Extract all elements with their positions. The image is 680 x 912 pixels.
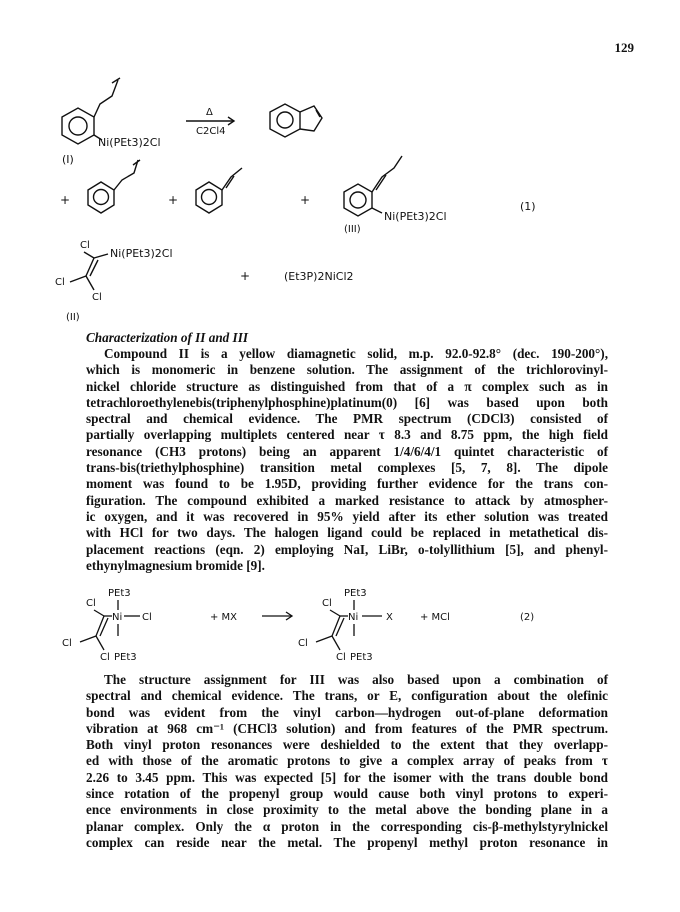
text-line: complex can reside near the metal. The propenyl methyl proton resonance in [86, 834, 608, 850]
text-line: ic oxygen, and it was recovered in 95% yield after its ether solution was treated [86, 508, 608, 524]
pet3-top-right: PEt3 [344, 588, 367, 599]
text-line: resonance (CH3 protons) being an apparent 1/4/6/4/1 quintet characteristic of [86, 443, 608, 459]
text-line: ence environments in close proximity to the metal above the bonding plane in a [86, 802, 608, 818]
text-line: trans-bis(triethylphosphine) transition metal complexes [5, 7, 8]. The dipole [86, 460, 608, 476]
indene-ring [270, 104, 300, 137]
reagent-c2cl4: C2Cl4 [196, 126, 226, 137]
byproduct-nicl2: (Et3P)2NiCl2 [284, 270, 354, 283]
text-line: partially overlapping multiplets centered near τ 8.3 and 8.75 ppm, the high field [86, 427, 608, 443]
text-line: The structure assignment for III was also based upon a combination of [104, 672, 608, 687]
pet3-bottom-left: PEt3 [114, 652, 137, 663]
label-II: (II) [66, 312, 80, 323]
cl-ni-left: Cl [142, 612, 152, 623]
text-line: spectral and chemical evidence. The PMR spectrum (CDCl3) consisted of [86, 411, 608, 427]
cl-mid-right: Cl [298, 638, 308, 649]
cl-bottom-right: Cl [336, 652, 346, 663]
plus-mcl: + MCl [420, 612, 450, 623]
text-line: 2.26 to 3.45 ppm. This was expected [5] for the isomer with the trans double bond [86, 769, 608, 785]
cl-left: Cl [55, 277, 65, 288]
page-number: 129 [614, 40, 634, 55]
allylbenzene-ring [88, 182, 114, 213]
ni-ligand-III: Ni(PEt3)2Cl [384, 210, 447, 223]
paragraph-2 [86, 672, 608, 851]
ni-ligand-I: Ni(PEt3)2Cl [98, 136, 161, 149]
text-line: spectral and chemical evidence. The trans, or E, configuration about the olefinic [86, 688, 608, 704]
ni-left: Ni [112, 612, 123, 623]
text-line: figuration. The compound exhibited a marked resistance to attack by atmospher- [86, 492, 608, 508]
plus-mx: + MX [210, 612, 238, 623]
section-heading: Characterization of II and III [86, 330, 248, 345]
plus-sign-3: + [300, 193, 311, 207]
reaction-scheme-1 [0, 0, 680, 330]
text-line: moment was found to be 1.95D, providing further evidence for the trans con- [86, 476, 608, 492]
text-line: ethynylmagnesium bromide [9]. [86, 557, 265, 573]
cl-bottom: Cl [92, 292, 102, 303]
text-line: vibration at 968 cm⁻¹ (CHCl3 solution) and from features of the PMR spectrum. [86, 720, 608, 736]
propenylbenzene-ring [196, 182, 222, 213]
cl-top: Cl [80, 240, 90, 251]
text-line: which is monomeric in benzene solution. The assignment of the trichlorovinyl- [86, 362, 608, 378]
text-line: tetrachloroethylenebis(triphenylphosphine)platinum(0) [6] was based upon both [86, 394, 608, 410]
pet3-bottom-right: PEt3 [350, 652, 373, 663]
x-ligand: X [386, 612, 393, 623]
benzene-ring-I [62, 108, 94, 144]
text-line: bond was evident from the vinyl carbon—hydrogen out-of-plane deformation [86, 704, 608, 720]
paragraph-1 [86, 346, 608, 574]
cl-top-left: Cl [86, 598, 96, 609]
label-III: (III) [344, 224, 361, 235]
text-line: nickel chloride structure as distinguished from that of a π complex such as in [86, 378, 608, 394]
benzene-ring-III [344, 184, 372, 216]
eq-number-2: (2) [520, 612, 535, 623]
text-line: since rotation of the propenyl group would cause both vinyl protons to experi- [86, 786, 608, 802]
eq-number-1: (1) [520, 200, 536, 213]
label-I: (I) [62, 153, 74, 166]
reaction-scheme-2 [0, 580, 680, 672]
ni-ligand-II: Ni(PEt3)2Cl [110, 247, 173, 260]
text-line: Compound II is a yellow diamagnetic solid, m.p. 92.0-92.8° (dec. 190-200°), [104, 346, 608, 361]
ni-right: Ni [348, 612, 359, 623]
text-line: planar complex. Only the α proton in the corresponding cis-β-methylstyrylnickel [86, 818, 608, 834]
text-line: ed with those of the aromatic protons to give a complex array of peaks from τ [86, 753, 608, 769]
text-line: Both vinyl proton resonances were deshielded to the extent that they overlapp- [86, 737, 608, 753]
plus-sign-4: + [240, 269, 251, 283]
text-line: placement reactions (eqn. 2) employing NaI, LiBr, o-tolyllithium [5], and phenyl- [86, 541, 608, 557]
cl-mid-left: Cl [62, 638, 72, 649]
cl-bottom-left: Cl [100, 652, 110, 663]
plus-sign-2: + [168, 193, 179, 207]
reagent-delta: Δ [206, 107, 213, 118]
plus-sign-1: + [60, 193, 71, 207]
cl-top-right: Cl [322, 598, 332, 609]
pet3-top-left: PEt3 [108, 588, 131, 599]
text-line: with HCl for two days. The halogen ligand could be replaced in metathetical dis- [86, 525, 608, 541]
